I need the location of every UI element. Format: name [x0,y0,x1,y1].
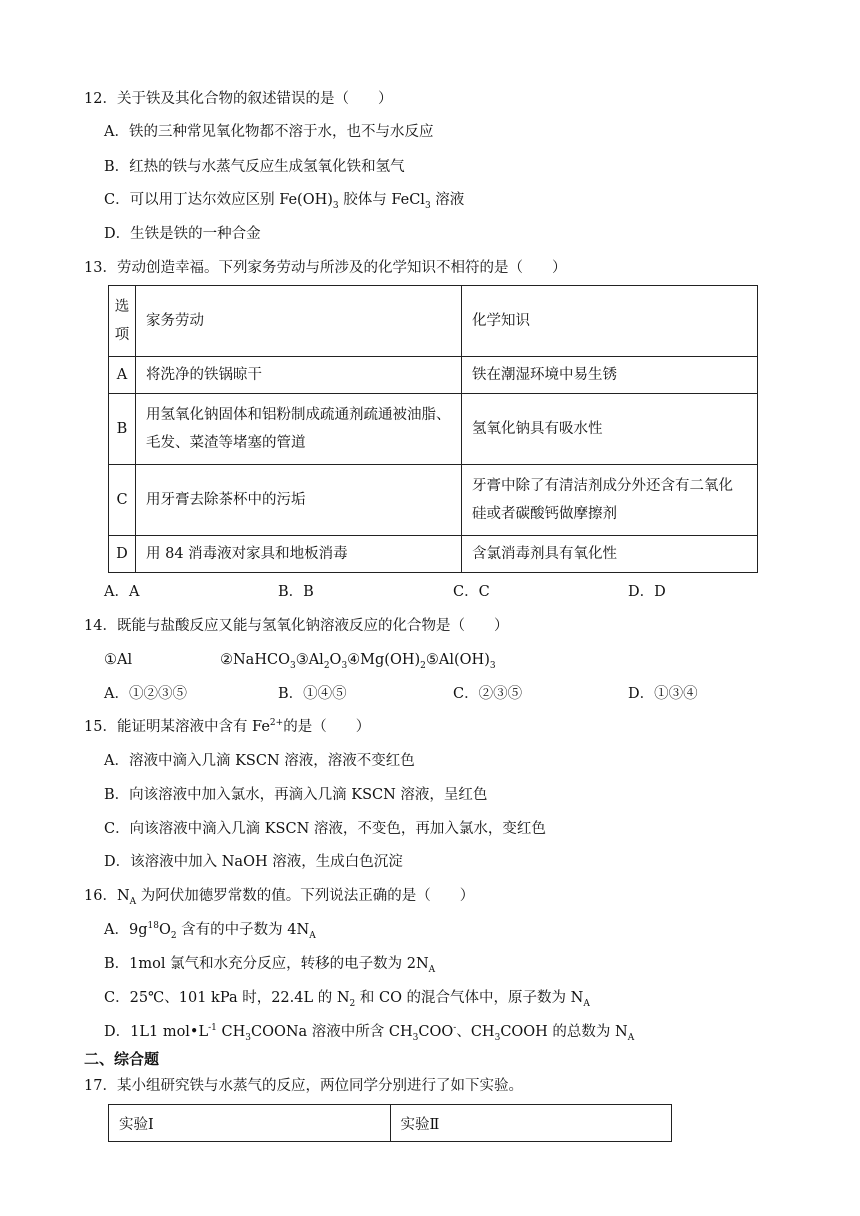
q17-table [108,1104,672,1142]
table-cell: 含氯消毒剂具有氧化性 [462,536,758,573]
q14-option-a: A．①②③⑤ [104,686,187,702]
table-header-cell: 选项 [109,286,136,357]
q15-option-d: D．该溶液中加入 NaOH 溶液，生成白色沉淀 [104,854,403,870]
table-row [109,536,758,573]
q16-option-c: C．25℃、101 kPa 时，22.4L 的 $N_2$ 和 CO 的混合气体中，原子数为 $N_A$ [104,990,590,1009]
q13-option-d: D．D [628,584,666,600]
table-cell: C [109,465,136,536]
q14-stem: 14．既能与盐酸反应又能与氢氧化钠溶液反应的化合物是（ ） [84,618,509,634]
table-cell: 用氢氧化钠固体和铝粉制成疏通剂疏通被油脂、毛发、菜渣等堵塞的管道 [136,394,462,465]
q12-option-d: D．生铁是铁的一种合金 [104,226,261,242]
table-row [109,394,758,465]
table-row [109,465,758,536]
q17-stem: 17．某小组研究铁与水蒸气的反应，两位同学分别进行了如下实验。 [84,1078,523,1094]
table-header-cell: 实验Ⅱ [390,1105,672,1142]
q12-stem: 12．关于铁及其化合物的叙述错误的是（ ） [84,91,393,107]
q14-option-d: D．①③④ [628,686,698,702]
table-cell: 用 84 消毒液对家具和地板消毒 [136,536,462,573]
q15-option-b: B．向该溶液中加入氯水，再滴入几滴 KSCN 溶液，呈红色 [104,787,488,803]
table-row [109,1105,672,1142]
q12-option-b: B．红热的铁与水蒸气反应生成氢氧化铁和氢气 [104,159,405,175]
table-cell: 牙膏中除了有清洁剂成分外还含有二氧化硅或者碳酸钙做摩擦剂 [462,465,758,536]
table-cell: B [109,394,136,465]
q15-option-c: C．向该溶液中滴入几滴 KSCN 溶液，不变色，再加入氯水，变红色 [104,821,546,837]
section-heading: 二、综合题 [84,1050,160,1068]
q16-option-d: D．1L1 $mol•L^{-1}$ $CH_3COONa$ 溶液中所含 $CH_3COO^-$、$CH_3COOH$ 的总数为 $N_A$ [104,1023,635,1043]
q13-table [108,285,758,573]
table-cell: 用牙膏去除茶杯中的污垢 [136,465,462,536]
q15-option-a: A．溶液中滴入几滴 KSCN 溶液，溶液不变红色 [104,753,415,769]
q14-item-1: ①Al [104,652,133,668]
q14-option-c: C．②③⑤ [453,686,523,702]
table-cell: 氢氧化钠具有吸水性 [462,394,758,465]
q16-stem: 16．$N_A$ 为阿伏加德罗常数的值。下列说法正确的是（ ） [84,888,475,907]
q13-option-c: C．C [453,584,490,600]
q13-stem: 13．劳动创造幸福。下列家务劳动与所涉及的化学知识不相符的是（ ） [84,260,567,276]
q12-option-c: C．可以用丁达尔效应区别 $Fe(OH)_3$ 胶体与 FeCl$_3$ 溶液 [104,192,465,211]
q12-option-a: A．铁的三种常见氧化物都不溶于水，也不与水反应 [104,124,434,140]
q16-option-a: A．$9g^{18}O_2$ 含有的中子数为 $4N_A$ [104,921,316,941]
table-cell: 铁在潮湿环境中易生锈 [462,357,758,394]
q15-stem: 15．能证明某溶液中含有 $Fe^{2+}$的是（ ） [84,718,371,735]
q13-option-a: A．A [104,584,140,600]
table-cell: 将洗净的铁锅晾干 [136,357,462,394]
q14-option-b: B．①④⑤ [278,686,347,702]
table-header-cell: 家务劳动 [136,286,462,357]
table-cell: D [109,536,136,573]
q14-items: $②NaHCO_3③Al_2O_3④Mg(OH)_2⑤Al(OH)_3$ [220,652,496,671]
q16-option-b: B．1mol 氯气和水充分反应，转移的电子数为 $2N_A$ [104,956,436,975]
table-header-cell: 化学知识 [462,286,758,357]
q13-option-b: B．B [278,584,314,600]
table-row [109,357,758,394]
table-header-cell: 实验Ⅰ [109,1105,391,1142]
table-cell: A [109,357,136,394]
